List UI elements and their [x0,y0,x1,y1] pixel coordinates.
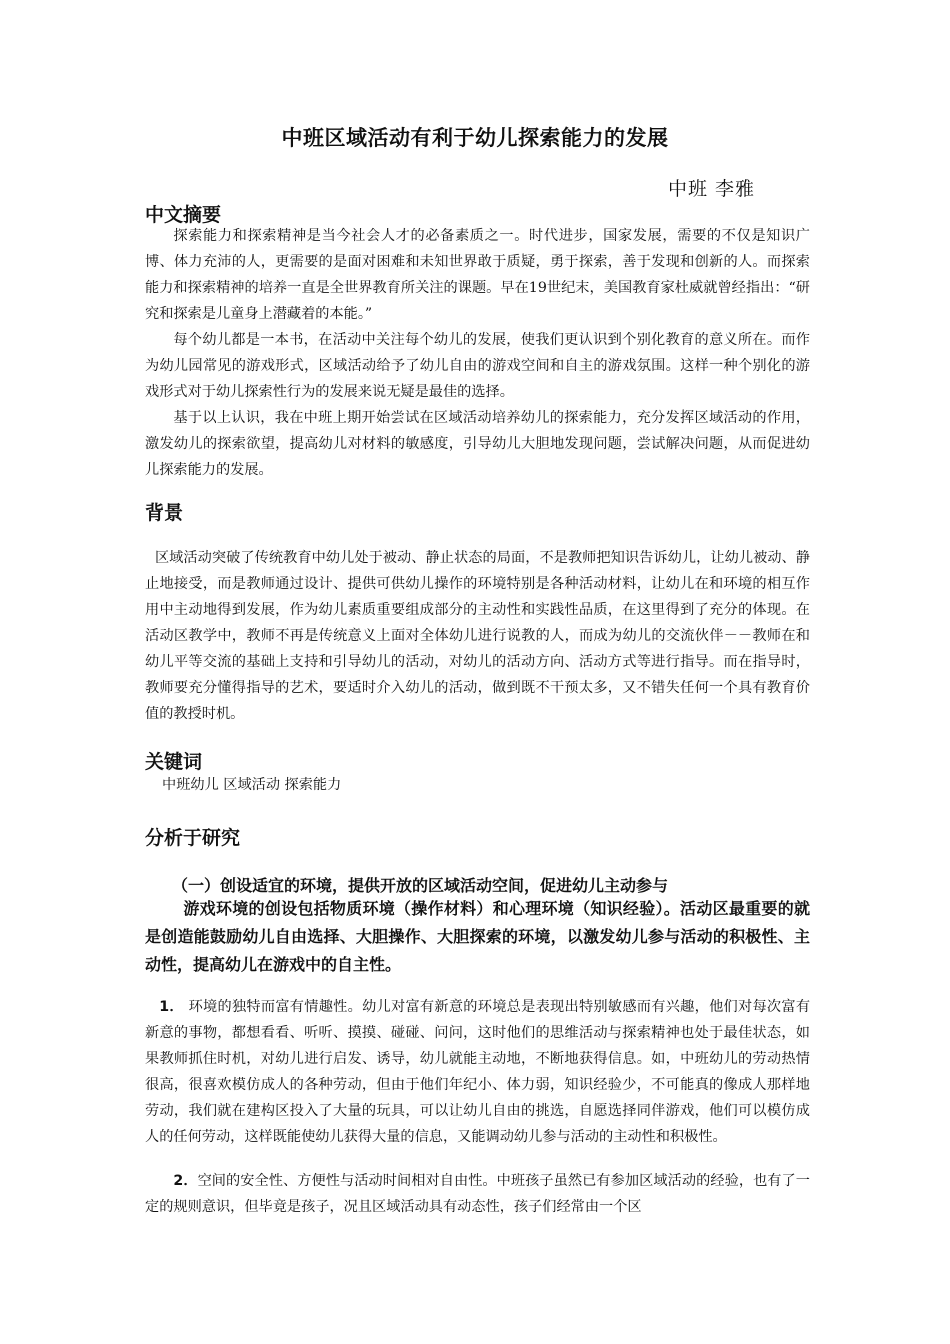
background-heading: 背景 [145,502,184,524]
analysis-item-2 [145,1168,810,1220]
author-line: 中班 李雅 [668,178,756,200]
analysis-bold-paragraph: 游戏环境的创设包括物质环境（操作材料）和心理环境（知识经验）。活动区最重要的就是创造能鼓励幼儿自由选择、大胆操作、大胆探索的环境，以激发幼儿参与活动的积极性、主动性，提高幼儿在游戏中的自主性。 [145,899,810,974]
abstract-body [145,223,810,483]
keywords-text: 中班幼儿 区域活动 探索能力 [162,777,342,793]
document-title: 中班区域活动有利于幼儿探索能力的发展 [281,126,669,150]
abstract-paragraph-3: 基于以上认识，我在中班上期开始尝试在区域活动培养幼儿的探索能力，充分发挥区域活动的作用，激发幼儿的探索欲望，提高幼儿对材料的敏感度，引导幼儿大胆地发现问题，尝试解决问题，从而促进幼儿探索能力的发展。 [145,410,810,478]
abstract-heading: 中文摘要 [145,204,222,226]
keywords-heading: 关键词 [145,751,203,773]
item-2-text: 空间的安全性、方便性与活动时间相对自由性。中班孩子虽然已有参加区域活动的经验，也有了一定的规则意识，但毕竟是孩子，况且区域活动具有动态性，孩子们经常由一个区 [145,1173,810,1215]
abstract-paragraph-1: 探索能力和探索精神是当今社会人才的必备素质之一。时代进步，国家发展，需要的不仅是知识广博、体力充沛的人，更需要的是面对困难和未知世界敢于质疑，勇于探索，善于发现和创新的人。而探索能力和探索精神的培养一直是全世界教育所关注的课题。早在19世纪末，美国教育家杜威就曾经指出：“研究和探索是儿童身上潜藏着的本能。” [145,228,810,322]
item-1-text: 环境的独特而富有情趣性。幼儿对富有新意的环境总是表现出特别敏感而有兴趣，他们对每次富有新意的事物，都想看看、听听、摸摸、碰碰、问问，这时他们的思维活动与探索精神也处于最佳状态，如果教师抓住时机，对幼儿进行启发、诱导，幼儿就能主动地，不断地获得信息。如，中班幼儿的劳动热情很高，很喜欢模仿成人的各种劳动，但由于他们年纪小、体力弱，知识经验少，不可能真的像成人那样地劳动，我们就在建构区投入了大量的玩具，可以让幼儿自由的挑选，自愿选择同伴游戏，他们可以模仿成人的任何劳动，这样既能使幼儿获得大量的信息，又能调动幼儿参与活动的主动性和积极性。 [145,999,811,1145]
abstract-paragraph-2: 每个幼儿都是一本书，在活动中关注每个幼儿的发展，使我们更认识到个别化教育的意义所在。而作为幼儿园常见的游戏形式，区域活动给予了幼儿自由的游戏空间和自主的游戏氛围。这样一种个别化的游戏形式对于幼儿探索性行为的发展来说无疑是最佳的选择。 [145,332,810,400]
background-paragraph: 区域活动突破了传统教育中幼儿处于被动、静止状态的局面，不是教师把知识告诉幼儿，让幼儿被动、静止地接受，而是教师通过设计、提供可供幼儿操作的环境特别是各种活动材料，让幼儿在和环境的相互作用中主动地得到发展，作为幼儿素质重要组成部分的主动性和实践性品质，在这里得到了充分的体现。在活动区教学中，教师不再是传统意义上面对全体幼儿进行说教的人，而成为幼儿的交流伙伴－－教师在和幼儿平等交流的基础上支持和引导幼儿的活动，对幼儿的活动方向、活动方式等进行指导。而在指导时，教师要充分懂得指导的艺术，要适时介入幼儿的活动，做到既不干预太多，又不错失任何一个具有教育价值的教授时机。 [145,550,810,722]
analysis-heading: 分析于研究 [145,827,241,849]
analysis-subheading: （一）创设适宜的环境，提供开放的区域活动空间，促进幼儿主动参与 [172,876,669,895]
item-2-number: 2． [173,1173,198,1189]
item-1-number: 1． [159,999,184,1015]
analysis-item-1 [145,994,810,1150]
